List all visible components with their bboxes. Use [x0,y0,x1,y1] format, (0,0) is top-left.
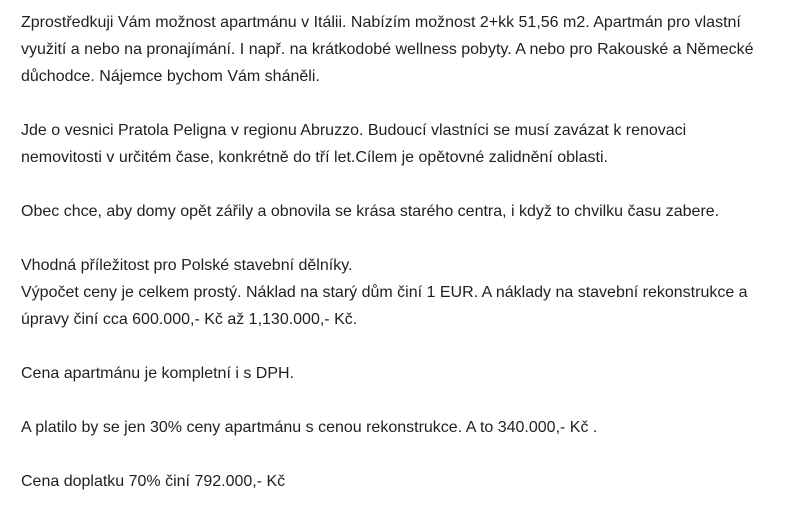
paragraph-price-calculation [21,252,776,333]
text-line: Zprostředkuji Vám možnost apartmánu v Itálii. Nabízím možnost 2+kk 51,56 m2. Apartmán pro vlastní [21,14,741,31]
text-line: využití a nebo na pronajímání. I např. na krátkodobé wellness pobyty. A nebo pro Rakouské a Německé [21,41,754,58]
text-line: důchodce. Nájemce bychom Vám sháněli. [21,68,320,85]
paragraph-offer [21,9,776,90]
paragraph-location [21,117,776,171]
text-line: Vhodná příležitost pro Polské stavební dělníky. [21,257,353,274]
text-line: Výpočet ceny je celkem prostý. Náklad na starý dům činí 1 EUR. A náklady na stavební rekonstrukce a [21,284,748,301]
text-line: Cena apartmánu je kompletní i s DPH. [21,365,295,382]
text-line: Jde o vesnici Pratola Peligna v regionu Abruzzo. Budoucí vlastníci se musí zavázat k renovaci [21,122,687,139]
paragraph-vat [21,360,776,387]
text-line: Cena doplatku 70% činí 792.000,- Kč [21,473,286,490]
paragraph-deposit [21,414,776,441]
paragraph-remainder [21,468,776,495]
text-line: A platilo by se jen 30% ceny apartmánu s cenou rekonstrukce. A to 340.000,- Kč . [21,419,598,436]
paragraph-town-goal [21,198,776,225]
article-body [21,9,776,522]
text-line: Obec chce, aby domy opět zářily a obnovila se krása starého centra, i když to chvilku času zabere. [21,203,720,220]
text-line: úpravy činí cca 600.000,- Kč až 1,130.000,- Kč. [21,311,358,328]
text-line: nemovitosti v určitém čase, konkrétně do tří let.Cílem je opětovné zalidnění oblasti. [21,149,608,166]
